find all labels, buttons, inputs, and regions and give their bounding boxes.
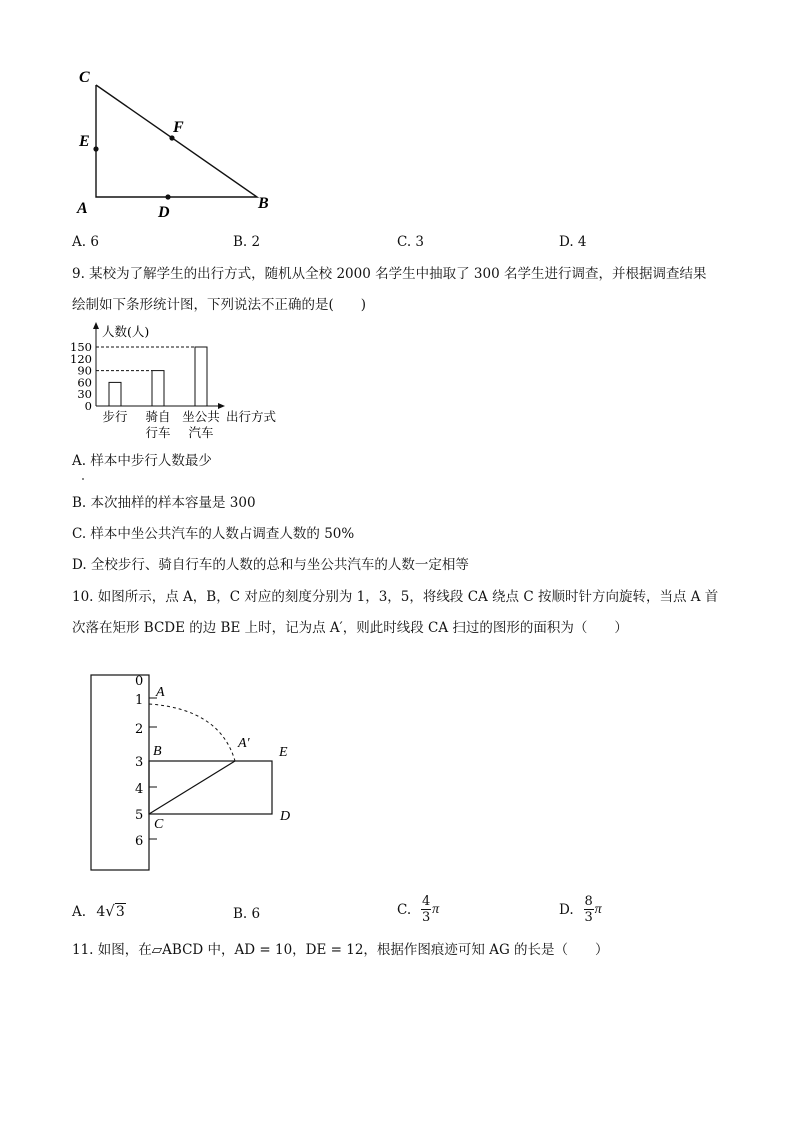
bar-chart bbox=[60, 320, 300, 444]
category-label: 行车 bbox=[145, 425, 171, 440]
label-c: C bbox=[79, 69, 90, 86]
label-a: A bbox=[77, 200, 88, 217]
ruler-number-2: 2 bbox=[135, 722, 144, 737]
y-tick-label: 0 bbox=[84, 399, 92, 413]
label-b: B bbox=[258, 195, 269, 212]
triangle-figure bbox=[70, 65, 290, 225]
pi-symbol: π bbox=[432, 901, 440, 917]
q10-option-b[interactable]: B. 6 bbox=[233, 906, 261, 922]
category-label: 坐公共 bbox=[182, 409, 220, 424]
stray-dot bbox=[82, 478, 84, 480]
q9-option-a[interactable]: A. 样本中步行人数最少 bbox=[72, 453, 212, 469]
y-tick-label: 30 bbox=[77, 387, 92, 402]
q10-option-a-coef: 4 bbox=[96, 904, 106, 920]
bar-1 bbox=[109, 382, 121, 406]
ruler-number-3: 3 bbox=[135, 755, 144, 770]
point-d bbox=[165, 194, 170, 199]
q9-option-b[interactable]: B. 本次抽样的样本容量是 300 bbox=[72, 495, 256, 511]
pi-symbol: π bbox=[594, 901, 602, 917]
denominator: 3 bbox=[422, 910, 431, 925]
q8-option-a[interactable]: A. 6 bbox=[72, 234, 99, 250]
label-e: E bbox=[279, 745, 288, 760]
point-e bbox=[93, 146, 98, 151]
y-axis-label: 人数(人) bbox=[102, 324, 150, 339]
ruler-number-0: 0 bbox=[135, 674, 144, 689]
label-d: D bbox=[280, 809, 291, 824]
label-b: B bbox=[153, 744, 162, 759]
q9-stem-line2: 绘制如下条形统计图，下列说法不正确的是( ) bbox=[72, 297, 367, 313]
label-d: D bbox=[158, 204, 170, 221]
category-label: 汽车 bbox=[188, 425, 214, 440]
ruler-number-5: 5 bbox=[135, 808, 144, 823]
label-f: F bbox=[173, 119, 184, 136]
y-tick-label: 60 bbox=[77, 375, 92, 390]
q10-stem-line2: 次落在矩形 BCDE 的边 BE 上时，记为点 A′，则此时线段 CA 扫过的图形的面积为（ ） bbox=[72, 620, 628, 636]
category-label: 骑自 bbox=[145, 409, 171, 424]
ruler-number-1: 1 bbox=[135, 693, 144, 708]
q8-option-d[interactable]: D. 4 bbox=[559, 234, 587, 250]
q10-option-d[interactable] bbox=[559, 894, 602, 925]
q11-stem: 11. 如图，在▱ABCD 中，AD = 10，DE = 12，根据作图痕迹可知 AG 的长是（ ） bbox=[72, 942, 609, 958]
label-c: C bbox=[154, 817, 164, 832]
label-a-prime: A′ bbox=[238, 736, 250, 751]
fraction bbox=[584, 894, 594, 925]
ruler-number-6: 6 bbox=[135, 834, 144, 849]
sqrt-sign: √ bbox=[105, 902, 115, 920]
category-label: 步行 bbox=[102, 409, 128, 424]
bar-2 bbox=[152, 371, 164, 406]
label-a: A bbox=[156, 685, 165, 700]
segment-c-a-prime bbox=[149, 761, 235, 814]
q8-option-c[interactable]: C. 3 bbox=[397, 234, 425, 250]
q9-option-d[interactable]: D. 全校步行、骑自行车的人数的总和与坐公共汽车的人数一定相等 bbox=[72, 557, 469, 573]
numerator: 8 bbox=[584, 894, 593, 909]
q10-option-a[interactable] bbox=[72, 902, 126, 920]
q10-option-c[interactable] bbox=[397, 894, 439, 925]
q10-option-a-prefix: A. bbox=[72, 904, 87, 920]
label-e: E bbox=[79, 133, 90, 150]
y-tick-label: 150 bbox=[70, 340, 92, 354]
y-axis-arrow bbox=[93, 322, 99, 329]
y-tick-label: 90 bbox=[77, 363, 92, 378]
denominator: 3 bbox=[584, 910, 593, 925]
q10-stem-line1: 10. 如图所示，点 A，B，C 对应的刻度分别为 1，3，5，将线段 CA 绕点 C 按顺时针方向旋转，当点 A 首 bbox=[72, 589, 719, 605]
bar-3 bbox=[195, 347, 207, 406]
point-f bbox=[169, 135, 174, 140]
q10-option-c-prefix: C. bbox=[397, 901, 412, 918]
q9-option-c[interactable]: C. 样本中坐公共汽车的人数占调查人数的 50% bbox=[72, 526, 355, 542]
rotation-arc bbox=[149, 704, 235, 761]
ruler-number-4: 4 bbox=[135, 782, 144, 797]
rectangle-bcde bbox=[149, 761, 272, 814]
q9-stem-line1: 9. 某校为了解学生的出行方式，随机从全校 2000 名学生中抽取了 300 名学生进行调查，并根据调查结果 bbox=[72, 266, 707, 282]
x-axis-label: 出行方式 bbox=[226, 409, 277, 424]
numerator: 4 bbox=[422, 894, 431, 909]
y-tick-label: 120 bbox=[70, 351, 92, 366]
triangle-outline bbox=[96, 85, 257, 197]
q10-option-a-radicand: 3 bbox=[115, 904, 125, 920]
q8-option-b[interactable]: B. 2 bbox=[233, 234, 261, 250]
q10-option-d-prefix: D. bbox=[559, 901, 574, 918]
ruler-rectangle-figure bbox=[80, 665, 320, 880]
fraction bbox=[421, 894, 431, 925]
